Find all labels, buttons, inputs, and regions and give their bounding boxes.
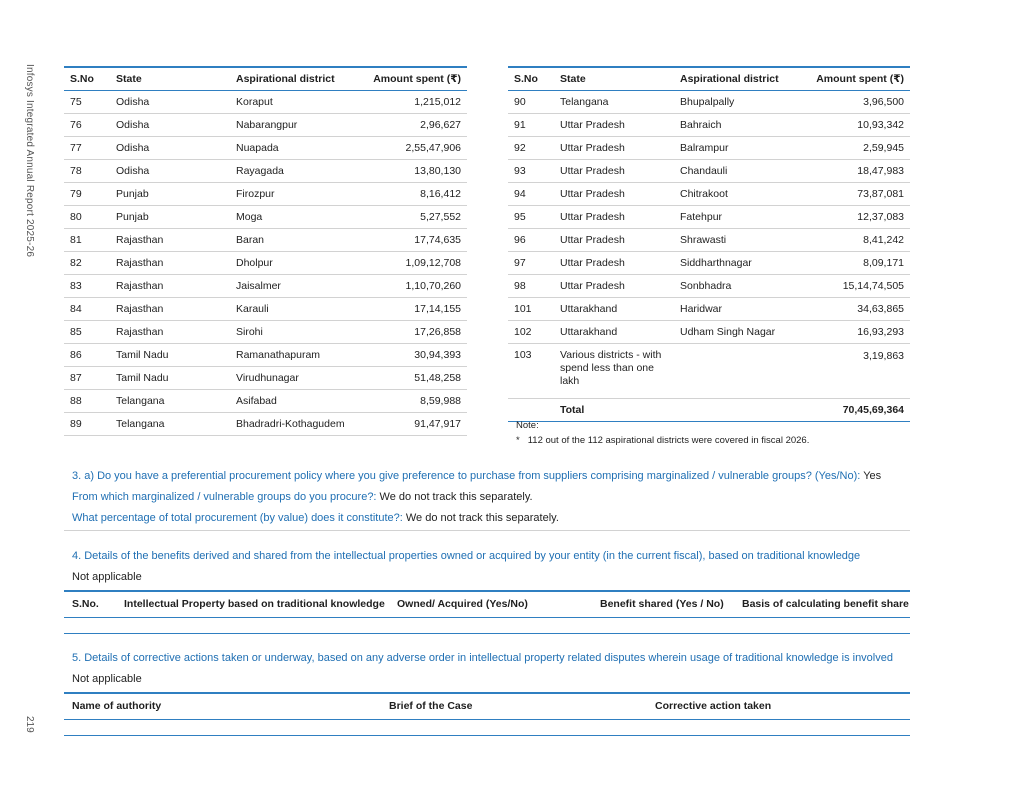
- cell-state: Uttar Pradesh: [554, 160, 674, 183]
- procurement-percentage-question: [72, 512, 559, 524]
- vulnerable-groups-question: [72, 491, 533, 503]
- cell-amount: 13,80,130: [360, 160, 467, 183]
- case-header: Brief of the Case: [389, 700, 473, 712]
- question-answer: We do not track this separately.: [376, 491, 533, 503]
- cell-district: Bahraich: [674, 114, 804, 137]
- state-line: Various districts - with: [560, 349, 662, 361]
- cell-amount: 8,16,412: [360, 183, 467, 206]
- cell-state: Rajasthan: [110, 252, 230, 275]
- table-header-row: [508, 67, 910, 91]
- ip-header-basis: Basis of calculating benefit share: [742, 598, 909, 610]
- cell-amount: 1,09,12,708: [360, 252, 467, 275]
- procurement-policy-question: [72, 470, 881, 482]
- cell-state: Rajasthan: [110, 321, 230, 344]
- cell-state: Uttar Pradesh: [554, 206, 674, 229]
- question-label: 3. a) Do you have a preferential procurement policy where you give preference to purchase from suppliers comprising marginalized / vulnerable groups? (Yes/No):: [72, 470, 861, 482]
- cell-amount: 3,96,500: [804, 91, 910, 114]
- cell-amount: 73,87,081: [804, 183, 910, 206]
- cell-sno: 77: [64, 137, 110, 160]
- cell-sno: 90: [508, 91, 554, 114]
- table-bottom-rule: [64, 735, 910, 736]
- cell-state: Uttarakhand: [554, 321, 674, 344]
- cell-amount: 15,14,74,505: [804, 275, 910, 298]
- table-row-total: [508, 399, 910, 422]
- cell-district: Asifabad: [230, 390, 360, 413]
- table-row: [64, 390, 467, 413]
- cell-sno: 81: [64, 229, 110, 252]
- table-row: [508, 229, 910, 252]
- header-state: State: [110, 67, 230, 91]
- cell-amount: 1,215,012: [360, 91, 467, 114]
- question-answer: Yes: [860, 470, 882, 482]
- cell-sno: 80: [64, 206, 110, 229]
- cell-state: Odisha: [110, 91, 230, 114]
- table-row: [508, 298, 910, 321]
- cell-state: Uttarakhand: [554, 298, 674, 321]
- aspirational-districts-table-left: [64, 66, 467, 436]
- table-row: [508, 183, 910, 206]
- cell-district: [674, 399, 804, 422]
- table-bottom-rule: [64, 633, 910, 634]
- cell-amount: 17,74,635: [360, 229, 467, 252]
- cell-sno: 86: [64, 344, 110, 367]
- cell-sno: 84: [64, 298, 110, 321]
- cell-state: Odisha: [110, 160, 230, 183]
- cell-state: Punjab: [110, 206, 230, 229]
- cell-amount: 17,26,858: [360, 321, 467, 344]
- header-district: Aspirational district: [230, 67, 360, 91]
- cell-district: Firozpur: [230, 183, 360, 206]
- cell-district: Siddharthnagar: [674, 252, 804, 275]
- cell-state: Rajasthan: [110, 298, 230, 321]
- table-row: [64, 160, 467, 183]
- cell-state: Uttar Pradesh: [554, 252, 674, 275]
- section-title-text: 5. Details of corrective actions taken or underway, based on any adverse order in intellectual property related disputes wherein usage of traditional knowledge is involved: [72, 652, 893, 664]
- question-answer: We do not track this separately.: [402, 512, 559, 524]
- aspirational-districts-table-right: [508, 66, 910, 422]
- cell-state: Telangana: [110, 413, 230, 436]
- header-amount: Amount spent (₹): [804, 67, 910, 91]
- header-district: Aspirational district: [674, 67, 804, 91]
- cell-amount: 2,96,627: [360, 114, 467, 137]
- ip-header-sno: S.No.: [72, 598, 99, 610]
- cell-state: Uttar Pradesh: [554, 114, 674, 137]
- table-row: [508, 114, 910, 137]
- cell-amount: 10,93,342: [804, 114, 910, 137]
- cell-district: Fatehpur: [674, 206, 804, 229]
- header-sno: S.No: [64, 67, 110, 91]
- total-label: Total: [554, 399, 674, 422]
- note-body: 112 out of the 112 aspirational districts were covered in fiscal 2026.: [527, 435, 810, 446]
- cell-district: Bhadradri-Kothagudem: [230, 413, 360, 436]
- total-amount: 70,45,69,364: [804, 399, 910, 422]
- table-row: [508, 321, 910, 344]
- cell-district: Rayagada: [230, 160, 360, 183]
- cell-state: Uttar Pradesh: [554, 275, 674, 298]
- cell-sno: 82: [64, 252, 110, 275]
- table-row: [64, 252, 467, 275]
- ip-header-owned: Owned/ Acquired (Yes/No): [397, 598, 528, 610]
- cell-amount: 5,27,552: [360, 206, 467, 229]
- table-row: [508, 275, 910, 298]
- table-row: [508, 160, 910, 183]
- header-state: State: [554, 67, 674, 91]
- question-label: What percentage of total procurement (by value) does it constitute?:: [72, 512, 403, 524]
- cell-state: Odisha: [110, 114, 230, 137]
- section-divider: [64, 530, 910, 531]
- ip-header-property: Intellectual Property based on traditional knowledge: [124, 598, 385, 610]
- cell-district: Nabarangpur: [230, 114, 360, 137]
- cell-sno: 79: [64, 183, 110, 206]
- cell-state: Uttar Pradesh: [554, 183, 674, 206]
- cell-sno: 94: [508, 183, 554, 206]
- cell-sno: 87: [64, 367, 110, 390]
- question-label: From which marginalized / vulnerable groups do you procure?:: [72, 491, 377, 503]
- cell-sno: 101: [508, 298, 554, 321]
- cell-amount: 8,41,242: [804, 229, 910, 252]
- cell-amount: 30,94,393: [360, 344, 467, 367]
- table-row: [508, 252, 910, 275]
- cell-state: Telangana: [110, 390, 230, 413]
- cell-sno: 76: [64, 114, 110, 137]
- table-row: [64, 183, 467, 206]
- table-row: [508, 206, 910, 229]
- cell-state: Tamil Nadu: [110, 344, 230, 367]
- page-number: 219: [24, 716, 35, 733]
- table-row: [64, 413, 467, 436]
- cell-state: [554, 344, 674, 399]
- cell-district: Sonbhadra: [674, 275, 804, 298]
- header-sno: S.No: [508, 67, 554, 91]
- cell-amount: 2,59,945: [804, 137, 910, 160]
- cell-district: Bhupalpally: [674, 91, 804, 114]
- table-row: [64, 344, 467, 367]
- corrective-action-header: Corrective action taken: [655, 700, 772, 712]
- cell-state: Rajasthan: [110, 229, 230, 252]
- state-line: spend less than one: [560, 362, 654, 374]
- cell-district: Nuapada: [230, 137, 360, 160]
- cell-sno: 91: [508, 114, 554, 137]
- cell-district: Chitrakoot: [674, 183, 804, 206]
- cell-district: Karauli: [230, 298, 360, 321]
- cell-district: Chandauli: [674, 160, 804, 183]
- cell-sno: 89: [64, 413, 110, 436]
- section-title-text: 4. Details of the benefits derived and shared from the intellectual properties owned or acquired by your entity (in the current fiscal), based on traditional knowledge: [72, 550, 861, 562]
- cell-sno: 96: [508, 229, 554, 252]
- note-label: Note:: [516, 420, 539, 431]
- table-row: [64, 321, 467, 344]
- cell-amount: 51,48,258: [360, 367, 467, 390]
- table-row: [64, 275, 467, 298]
- report-title-vertical: Infosys Integrated Annual Report 2025-26: [24, 64, 35, 258]
- note-text: [516, 435, 809, 446]
- table-top-rule: [64, 692, 910, 694]
- cell-amount: 8,09,171: [804, 252, 910, 275]
- table-header-row: [64, 67, 467, 91]
- cell-district: [674, 344, 804, 399]
- table-top-rule: [64, 590, 910, 592]
- table-row-various: [508, 344, 910, 399]
- state-line: lakh: [560, 375, 580, 387]
- table-row: [508, 137, 910, 160]
- cell-sno: 78: [64, 160, 110, 183]
- section4-status: Not applicable: [72, 571, 142, 583]
- table-row: [64, 229, 467, 252]
- cell-state: Telangana: [554, 91, 674, 114]
- cell-sno: 88: [64, 390, 110, 413]
- cell-state: Tamil Nadu: [110, 367, 230, 390]
- cell-amount: 91,47,917: [360, 413, 467, 436]
- cell-state: Punjab: [110, 183, 230, 206]
- cell-amount: 8,59,988: [360, 390, 467, 413]
- cell-sno: 102: [508, 321, 554, 344]
- cell-district: Moga: [230, 206, 360, 229]
- cell-sno: 95: [508, 206, 554, 229]
- cell-amount: 2,55,47,906: [360, 137, 467, 160]
- table-row: [64, 91, 467, 114]
- cell-district: Dholpur: [230, 252, 360, 275]
- cell-district: Shrawasti: [674, 229, 804, 252]
- section5-status: Not applicable: [72, 673, 142, 685]
- cell-state: Rajasthan: [110, 275, 230, 298]
- cell-sno: 98: [508, 275, 554, 298]
- cell-sno: 92: [508, 137, 554, 160]
- table-row: [64, 206, 467, 229]
- cell-district: Jaisalmer: [230, 275, 360, 298]
- table-row: [64, 298, 467, 321]
- table-header-rule: [64, 617, 910, 618]
- table-row: [508, 91, 910, 114]
- cell-amount: 12,37,083: [804, 206, 910, 229]
- table-row: [64, 367, 467, 390]
- cell-sno: 75: [64, 91, 110, 114]
- cell-sno: 83: [64, 275, 110, 298]
- cell-amount: 3,19,863: [804, 344, 910, 399]
- section5-title: [72, 652, 893, 664]
- cell-district: Udham Singh Nagar: [674, 321, 804, 344]
- section4-title: [72, 550, 860, 562]
- table-row: [64, 137, 467, 160]
- cell-district: Baran: [230, 229, 360, 252]
- cell-district: Haridwar: [674, 298, 804, 321]
- cell-amount: 1,10,70,260: [360, 275, 467, 298]
- header-amount: Amount spent (₹): [360, 67, 467, 91]
- cell-state: Uttar Pradesh: [554, 229, 674, 252]
- cell-sno: 93: [508, 160, 554, 183]
- cell-sno: [508, 399, 554, 422]
- cell-district: Balrampur: [674, 137, 804, 160]
- cell-sno: 85: [64, 321, 110, 344]
- cell-amount: 16,93,293: [804, 321, 910, 344]
- cell-district: Virudhunagar: [230, 367, 360, 390]
- cell-sno: 97: [508, 252, 554, 275]
- cell-amount: 34,63,865: [804, 298, 910, 321]
- cell-amount: 18,47,983: [804, 160, 910, 183]
- authority-header: Name of authority: [72, 700, 162, 712]
- cell-sno: 103: [508, 344, 554, 399]
- cell-amount: 17,14,155: [360, 298, 467, 321]
- table-row: [64, 114, 467, 137]
- table-header-rule: [64, 719, 910, 720]
- cell-state: Uttar Pradesh: [554, 137, 674, 160]
- cell-state: Odisha: [110, 137, 230, 160]
- cell-district: Sirohi: [230, 321, 360, 344]
- note-bullet: *: [516, 435, 520, 446]
- ip-header-benefit: Benefit shared (Yes / No): [600, 598, 724, 610]
- cell-district: Ramanathapuram: [230, 344, 360, 367]
- cell-district: Koraput: [230, 91, 360, 114]
